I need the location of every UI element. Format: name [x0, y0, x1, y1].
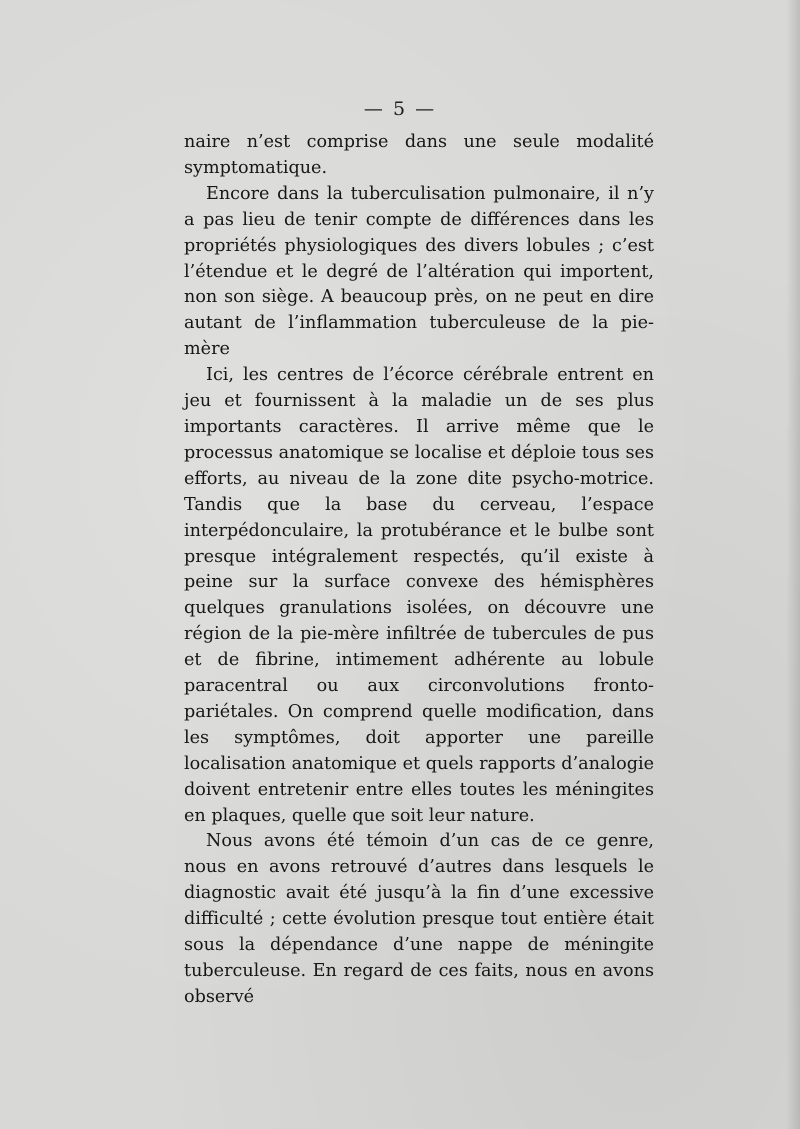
body-text [184, 130, 654, 1011]
page-edge-shadow [786, 0, 800, 1129]
page-number: — 5 — [363, 98, 437, 120]
paragraph-4: Nous avons été témoin d’un cas de ce genre, nous en avons retrouvé d’autres dans lesquels le diagnostic avait été jusqu’à la fin d’une excessive difficulté ; cette évolution presque tout entière était sous la dépendance d’une nappe de méningite tuberculeuse. En regard de ces faits, nous en avons observé [184, 831, 654, 1007]
paragraph-3: Ici, les centres de l’écorce cérébrale entrent en jeu et fournissent à la maladie un de ses plus importants caractères. Il arrive même que le processus anatomique se localise et déploie tous ses efforts, au niveau de la zone dite psycho-motrice. Tandis que la base du cerveau, l’espace interpédonculaire, la protubérance et le bulbe sont presque intégralement respectés, qu’il existe à peine sur la surface convexe des hémisphères quelques granulations isolées, on découvre une région de la pie-mère infiltrée de tubercules de pus et de fibrine, intimement adhérente au lobule paracentral ou aux circonvolutions fronto-pariétales. On comprend quelle modification, dans les symptômes, doit apporter une pareille localisation anatomique et quels rapports d’analogie doivent entretenir entre elles toutes les méningites en plaques, quelle que soit leur nature. [184, 365, 654, 826]
paragraph-1: naire n’est comprise dans une seule modalité symptomatique. [184, 132, 654, 178]
paragraph-2: Encore dans la tuberculisation pulmonaire, il n’y a pas lieu de tenir compte de différences dans les propriétés physiologiques des divers lobules ; c’est l’étendue et le degré de l’altération qui importent, non son siège. A beaucoup près, on ne peut en dire autant de l’inflammation tuberculeuse de la pie-mère [184, 183, 654, 360]
